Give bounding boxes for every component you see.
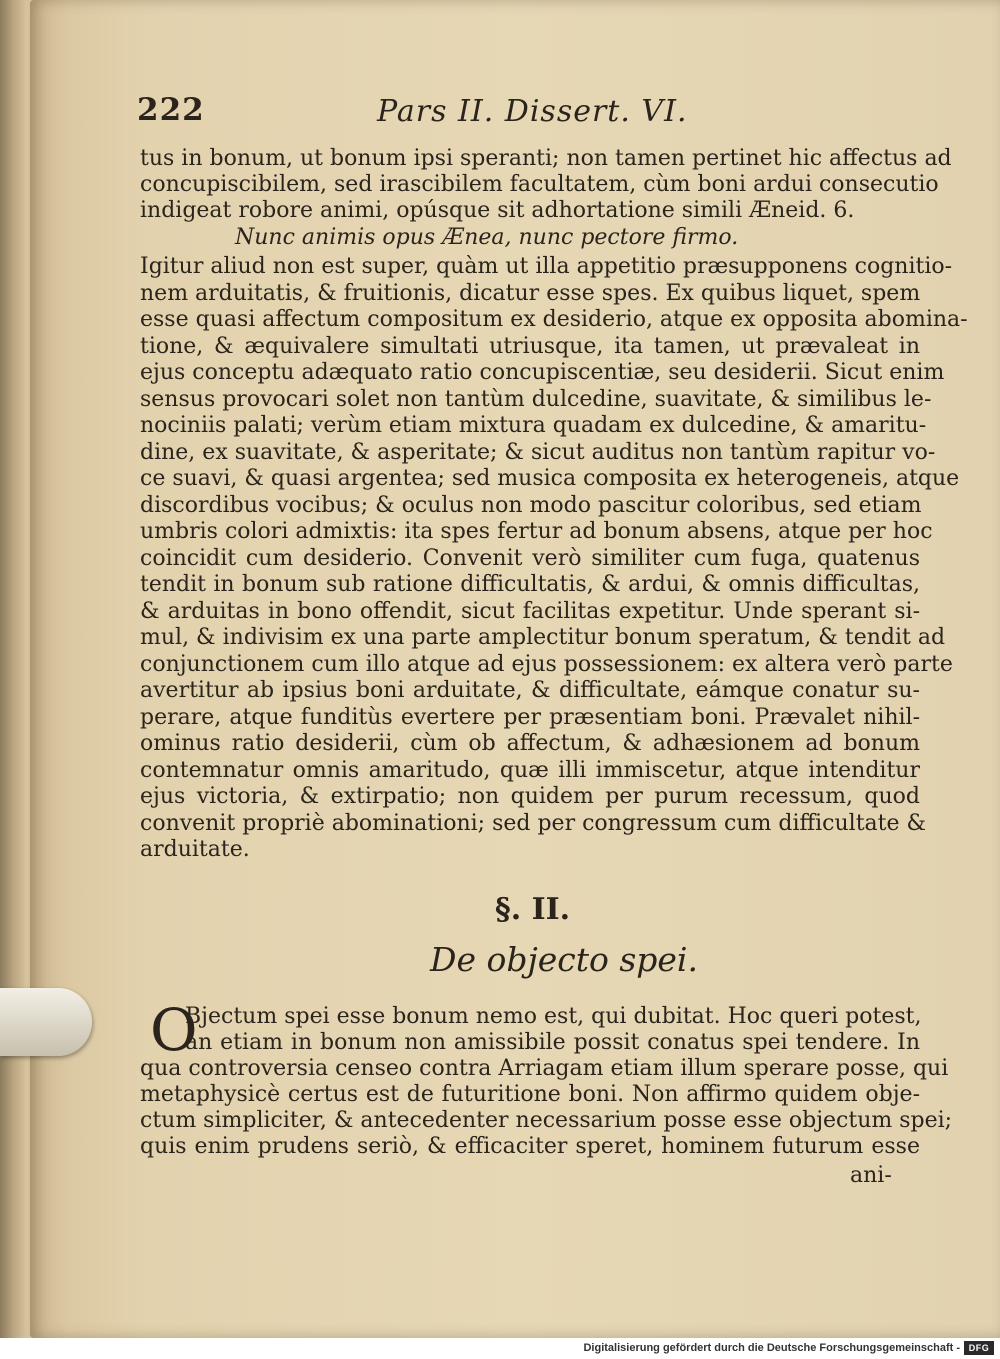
- text-line: ejus victoria, & extirpatio; non quidem per purum recessum, quod: [140, 784, 920, 809]
- text-line: tus in bonum, ut bonum ipsi speranti; non tamen pertinet hic affectus ad: [140, 146, 952, 171]
- page-clip: [0, 988, 92, 1056]
- page-header: [137, 92, 927, 136]
- text-line: an etiam in bonum non amissibile possit conatus spei tendere. In: [185, 1030, 920, 1055]
- catchword: ani-: [850, 1163, 892, 1188]
- text-line: tione, & æquivalere simultati utriusque, ita tamen, ut prævaleat in: [140, 333, 920, 359]
- text-line: qua controversia censeo contra Arriagam etiam illum sperare posse, qui: [140, 1056, 949, 1081]
- text-line: discordibus vocibus; & oculus non modo pascitur coloribus, sed etiam: [140, 492, 922, 518]
- text-line: nociniis palati; verùm etiam mixtura quadam ex dulcedine, & amaritu-: [140, 413, 927, 438]
- text-line: sensus provocari solet non tantùm dulcedine, suavitate, & similibus le-: [140, 386, 932, 412]
- dfg-logo-icon: DFG: [964, 1341, 994, 1355]
- section-number: §. II.: [495, 892, 571, 927]
- drop-cap: O: [150, 996, 198, 1064]
- text-line: avertitur ab ipsius boni arduitate, & difficultate, eámque conatur su-: [140, 678, 920, 703]
- text-line: & arduitas in bono offendit, sicut facilitas expetitur. Unde sperant si-: [140, 598, 920, 624]
- text-line: ominus ratio desiderii, cùm ob affectum, & adhæsionem ad bonum: [140, 731, 920, 756]
- text-line: ejus conceptu adæquato ratio concupiscentiæ, seu desiderii. Sicut enim: [140, 360, 945, 385]
- text-line: esse quasi affectum compositum ex desiderio, atque ex opposita abomina-: [140, 307, 968, 332]
- text-line: nem arduitatis, & fruitionis, dicatur esse spes. Ex quibus liquet, spem: [140, 280, 921, 306]
- text-line: Bjectum spei esse bonum nemo est, qui dubitat. Hoc queri potest,: [185, 1004, 922, 1029]
- text-line: quis enim prudens seriò, & efficaciter speret, hominem futurum esse: [140, 1134, 920, 1159]
- text-line: ce suavi, & quasi argentea; sed musica composita ex heterogeneis, atque: [140, 466, 960, 491]
- verse-quote: Nunc animis opus Ænea, nunc pectore firmo.: [235, 225, 739, 250]
- text-line: mul, & indivisim ex una parte amplectitur bonum speratum, & tendit ad: [140, 625, 946, 650]
- text-line: arduitate.: [140, 837, 250, 862]
- text-line: conjunctionem cum illo atque ad ejus possessionem: ex altera verò parte: [140, 651, 953, 677]
- text-line: Igitur aliud non est super, quàm ut illa appetitio præsupponens cognitio-: [140, 254, 953, 279]
- text-line: coincidit cum desiderio. Convenit verò similiter cum fuga, quatenus: [140, 545, 920, 571]
- text-line: concupiscibilem, sed irascibilem facultatem, cùm boni ardui consecutio: [140, 172, 939, 197]
- text-line: perare, atque funditùs evertere per præsentiam boni. Prævalet nihil-: [140, 704, 920, 730]
- text-line: contemnatur omnis amaritudo, quæ illi immiscetur, atque intenditur: [140, 757, 920, 783]
- section-title: De objecto spei.: [430, 940, 698, 979]
- page-number: 222: [137, 92, 205, 128]
- digitization-footer: [0, 1338, 1000, 1359]
- text-line: convenit propriè abominationi; sed per congressum cum difficultate &: [140, 810, 927, 836]
- text-line: dine, ex suavitate, & asperitate; & sicut auditus non tantùm rapitur vo-: [140, 439, 936, 465]
- dfg-credit: Digitalisierung gefördert durch die Deutsche Forschungsgemeinschaft -: [583, 1342, 960, 1354]
- text-line: indigeat robore animi, opúsque sit adhortatione simili Æneid. 6.: [140, 198, 855, 223]
- text-line: metaphysicè certus est de futuritione boni. Non affirmo quidem obje-: [140, 1082, 920, 1107]
- text-line: tendit in bonum sub ratione difficultatis, & ardui, & omnis difficultas,: [140, 572, 920, 597]
- text-line: ctum simpliciter, & antecedenter necessarium posse esse objectum spei;: [140, 1108, 953, 1133]
- text-line: umbris colori admixtis: ita spes fertur ad bonum absens, atque per hoc: [140, 519, 933, 544]
- running-head: Pars II. Dissert. VI.: [377, 94, 688, 129]
